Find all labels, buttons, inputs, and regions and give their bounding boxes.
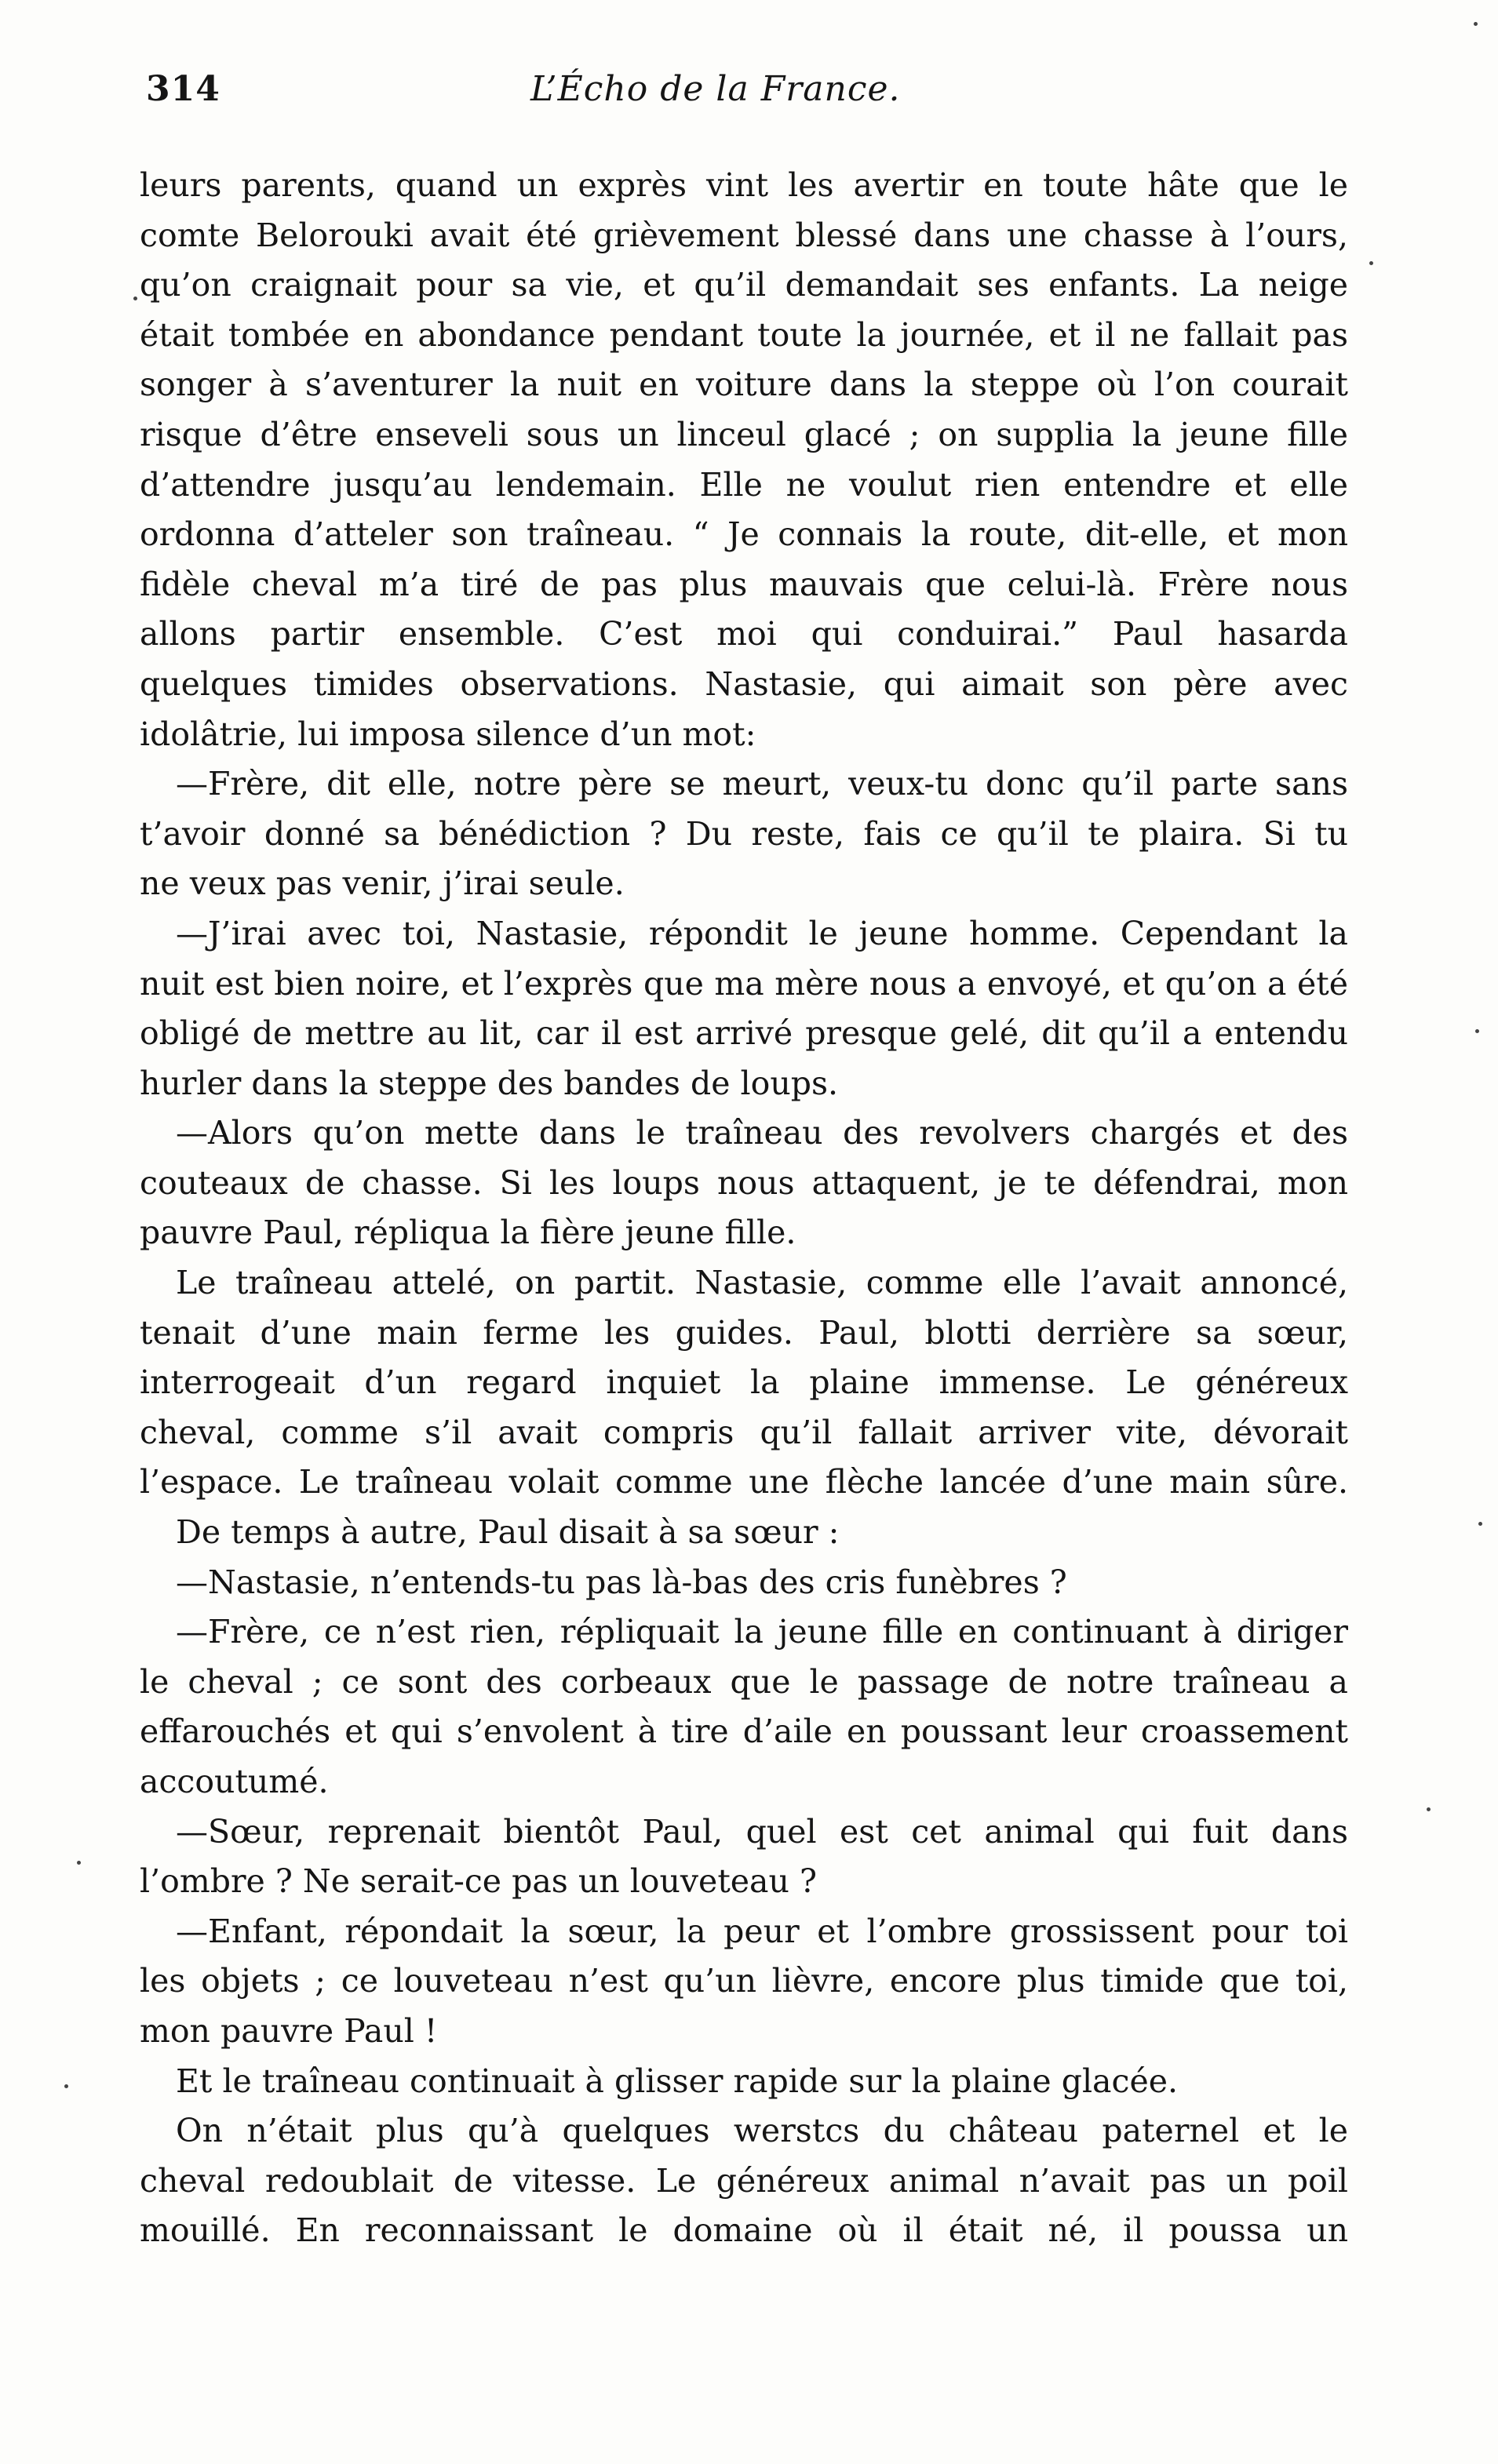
page-header xyxy=(146,69,1354,124)
page-number: 314 xyxy=(146,69,221,109)
text-line: interrogeait d’un regard inquiet la plaine immense. Le généreux xyxy=(140,1363,1348,1402)
text-line: —Frère, dit elle, notre père se meurt, veux-tu donc qu’il parte sans xyxy=(176,765,1348,803)
text-line: De temps à autre, Paul disait à sa sœur : xyxy=(176,1513,840,1552)
text-line: était tombée en abondance pendant toute la journée, et il ne fallait pas xyxy=(140,315,1348,354)
text-line: mon pauvre Paul ! xyxy=(140,2011,438,2050)
running-title: L’Écho de la France. xyxy=(530,69,901,109)
scan-speck xyxy=(1475,1029,1479,1033)
text-line: fidèle cheval m’a tiré de pas plus mauvais que celui-là. Frère nous xyxy=(140,565,1348,603)
text-line: quelques timides observations. Nastasie, qui aimait son père avec xyxy=(140,664,1348,703)
text-line: d’attendre jusqu’au lendemain. Elle ne voulut rien entendre et elle xyxy=(140,465,1348,504)
text-line: On n’était plus qu’à quelques werstcs du château paternel et le xyxy=(176,2112,1348,2150)
text-line: Le traîneau attelé, on partit. Nastasie, comme elle l’avait annoncé, xyxy=(176,1264,1348,1302)
text-line: nuit est bien noire, et l’exprès que ma mère nous a envoyé, et qu’on a été xyxy=(140,964,1348,1003)
text-line: —Nastasie, n’entends-tu pas là-bas des cris funèbres ? xyxy=(176,1563,1067,1601)
text-line: les objets ; ce louveteau n’est qu’un lièvre, encore plus timide que toi, xyxy=(140,1962,1348,2000)
text-line: accoutumé. xyxy=(140,1763,329,1800)
text-line: pauvre Paul, répliqua la fière jeune fille. xyxy=(140,1214,796,1252)
text-line: —Alors qu’on mette dans le traîneau des revolvers chargés et des xyxy=(176,1114,1348,1152)
scan-speck xyxy=(1369,261,1373,265)
scan-speck xyxy=(64,2084,68,2088)
text-line: idolâtrie, lui imposa silence d’un mot: xyxy=(140,715,756,753)
text-line: comte Belorouki avait été grièvement blessé dans une chasse à l’ours, xyxy=(140,216,1348,254)
text-line: —J’irai avec toi, Nastasie, répondit le jeune homme. Cependant la xyxy=(176,914,1348,952)
text-line: couteaux de chasse. Si les loups nous attaquent, je te défendrai, mon xyxy=(140,1163,1348,1202)
body-text xyxy=(140,161,1348,2256)
scan-speck xyxy=(133,297,137,300)
text-line: effarouchés et qui s’envolent à tire d’aile en poussant leur croassement xyxy=(140,1712,1348,1751)
text-line: risque d’être enseveli sous un linceul glacé ; on supplia la jeune fille xyxy=(140,415,1348,453)
text-line: le cheval ; ce sont des corbeaux que le passage de notre traîneau a xyxy=(140,1662,1348,1701)
scan-speck xyxy=(77,1861,81,1865)
scan-speck xyxy=(1474,22,1478,26)
text-line: —Enfant, répondait la sœur, la peur et l’ombre grossissent pour toi xyxy=(176,1912,1348,1950)
text-line: mouillé. En reconnaissant le domaine où il était né, il poussa un xyxy=(140,2211,1348,2250)
text-line: cheval redoublait de vitesse. Le généreux animal n’avait pas un poil xyxy=(140,2161,1348,2200)
text-line: cheval, comme s’il avait compris qu’il fallait arriver vite, dévorait xyxy=(140,1413,1348,1451)
text-line: leurs parents, quand un exprès vint les avertir en toute hâte que le xyxy=(140,166,1348,204)
text-line: hurler dans la steppe des bandes de loups. xyxy=(140,1064,839,1102)
scan-speck xyxy=(1427,1807,1431,1811)
text-line: qu’on craignait pour sa vie, et qu’il demandait ses enfants. La neige xyxy=(140,266,1348,304)
text-line: allons partir ensemble. C’est moi qui conduirai.” Paul hasarda xyxy=(140,615,1348,653)
text-line: songer à s’aventurer la nuit en voiture dans la steppe où l’on courait xyxy=(140,366,1348,404)
text-line: Et le traîneau continuait à glisser rapide sur la plaine glacée. xyxy=(176,2062,1179,2100)
text-line: tenait d’une main ferme les guides. Paul, blotti derrière sa sœur, xyxy=(140,1313,1348,1352)
text-line: t’avoir donné sa bénédiction ? Du reste, fais ce qu’il te plaira. Si tu xyxy=(140,814,1348,853)
text-line: —Frère, ce n’est rien, répliquait la jeune fille en continuant à diriger xyxy=(176,1613,1348,1651)
text-line: l’espace. Le traîneau volait comme une flèche lancée d’une main sûre. xyxy=(140,1463,1348,1501)
text-line: l’ombre ? Ne serait-ce pas un louveteau ? xyxy=(140,1862,817,1901)
text-line: ordonna d’atteler son traîneau. “ Je connais la route, dit-elle, et mon xyxy=(140,515,1348,554)
text-line: ne veux pas venir, j’irai seule. xyxy=(140,864,625,903)
text-line: obligé de mettre au lit, car il est arrivé presque gelé, dit qu’il a entendu xyxy=(140,1014,1348,1053)
text-line: —Sœur, reprenait bientôt Paul, quel est cet animal qui fuit dans xyxy=(176,1812,1348,1851)
scan-speck xyxy=(1478,1522,1482,1526)
